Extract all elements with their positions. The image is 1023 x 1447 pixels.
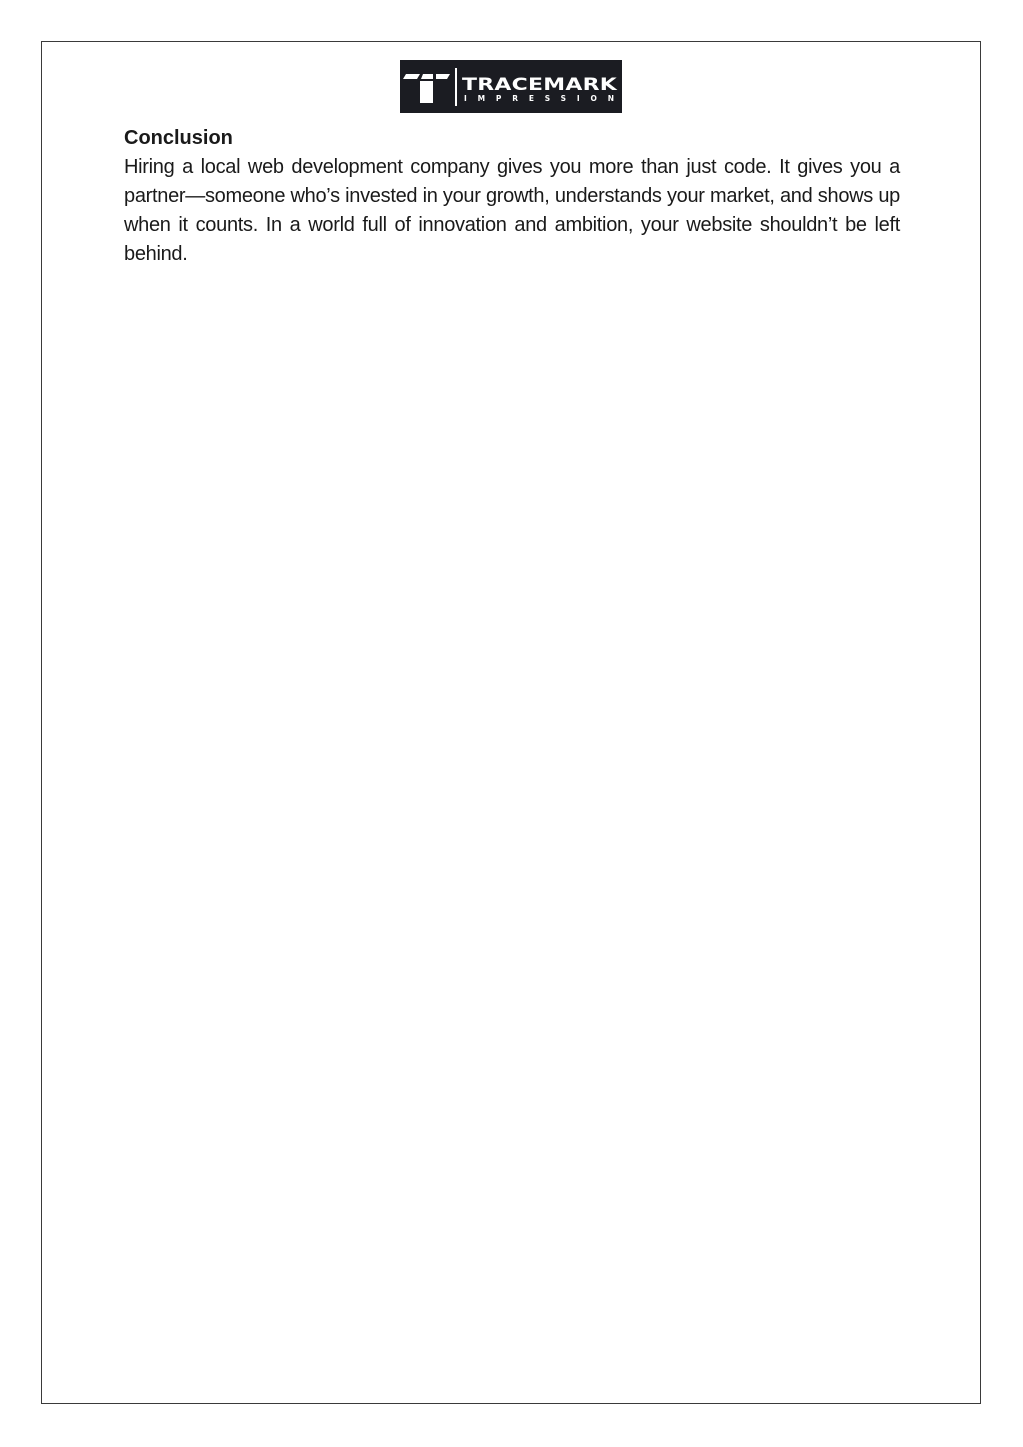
conclusion-paragraph: Hiring a local web development company gives you more than just code. It gives you a partner—someone who’s invested in your growth, understands your market, and shows up when it counts. In a world full of innovation and ambition, your website shouldn’t be left behind.	[124, 156, 900, 265]
logo-graphic	[400, 60, 622, 113]
logo-mark-bar-right	[436, 74, 450, 79]
tracemark-logo	[400, 60, 622, 113]
logo-brand-sub: IMPRESSION	[464, 94, 614, 103]
logo-mark-stem	[420, 81, 433, 103]
logo-mark-bar-mid	[421, 74, 433, 79]
document-body	[124, 124, 900, 269]
logo-divider	[455, 68, 457, 106]
logo-mark-bar-left	[403, 74, 420, 79]
logo-brand-name: TRACEMARK	[462, 75, 618, 95]
section-heading: Conclusion	[124, 127, 233, 149]
